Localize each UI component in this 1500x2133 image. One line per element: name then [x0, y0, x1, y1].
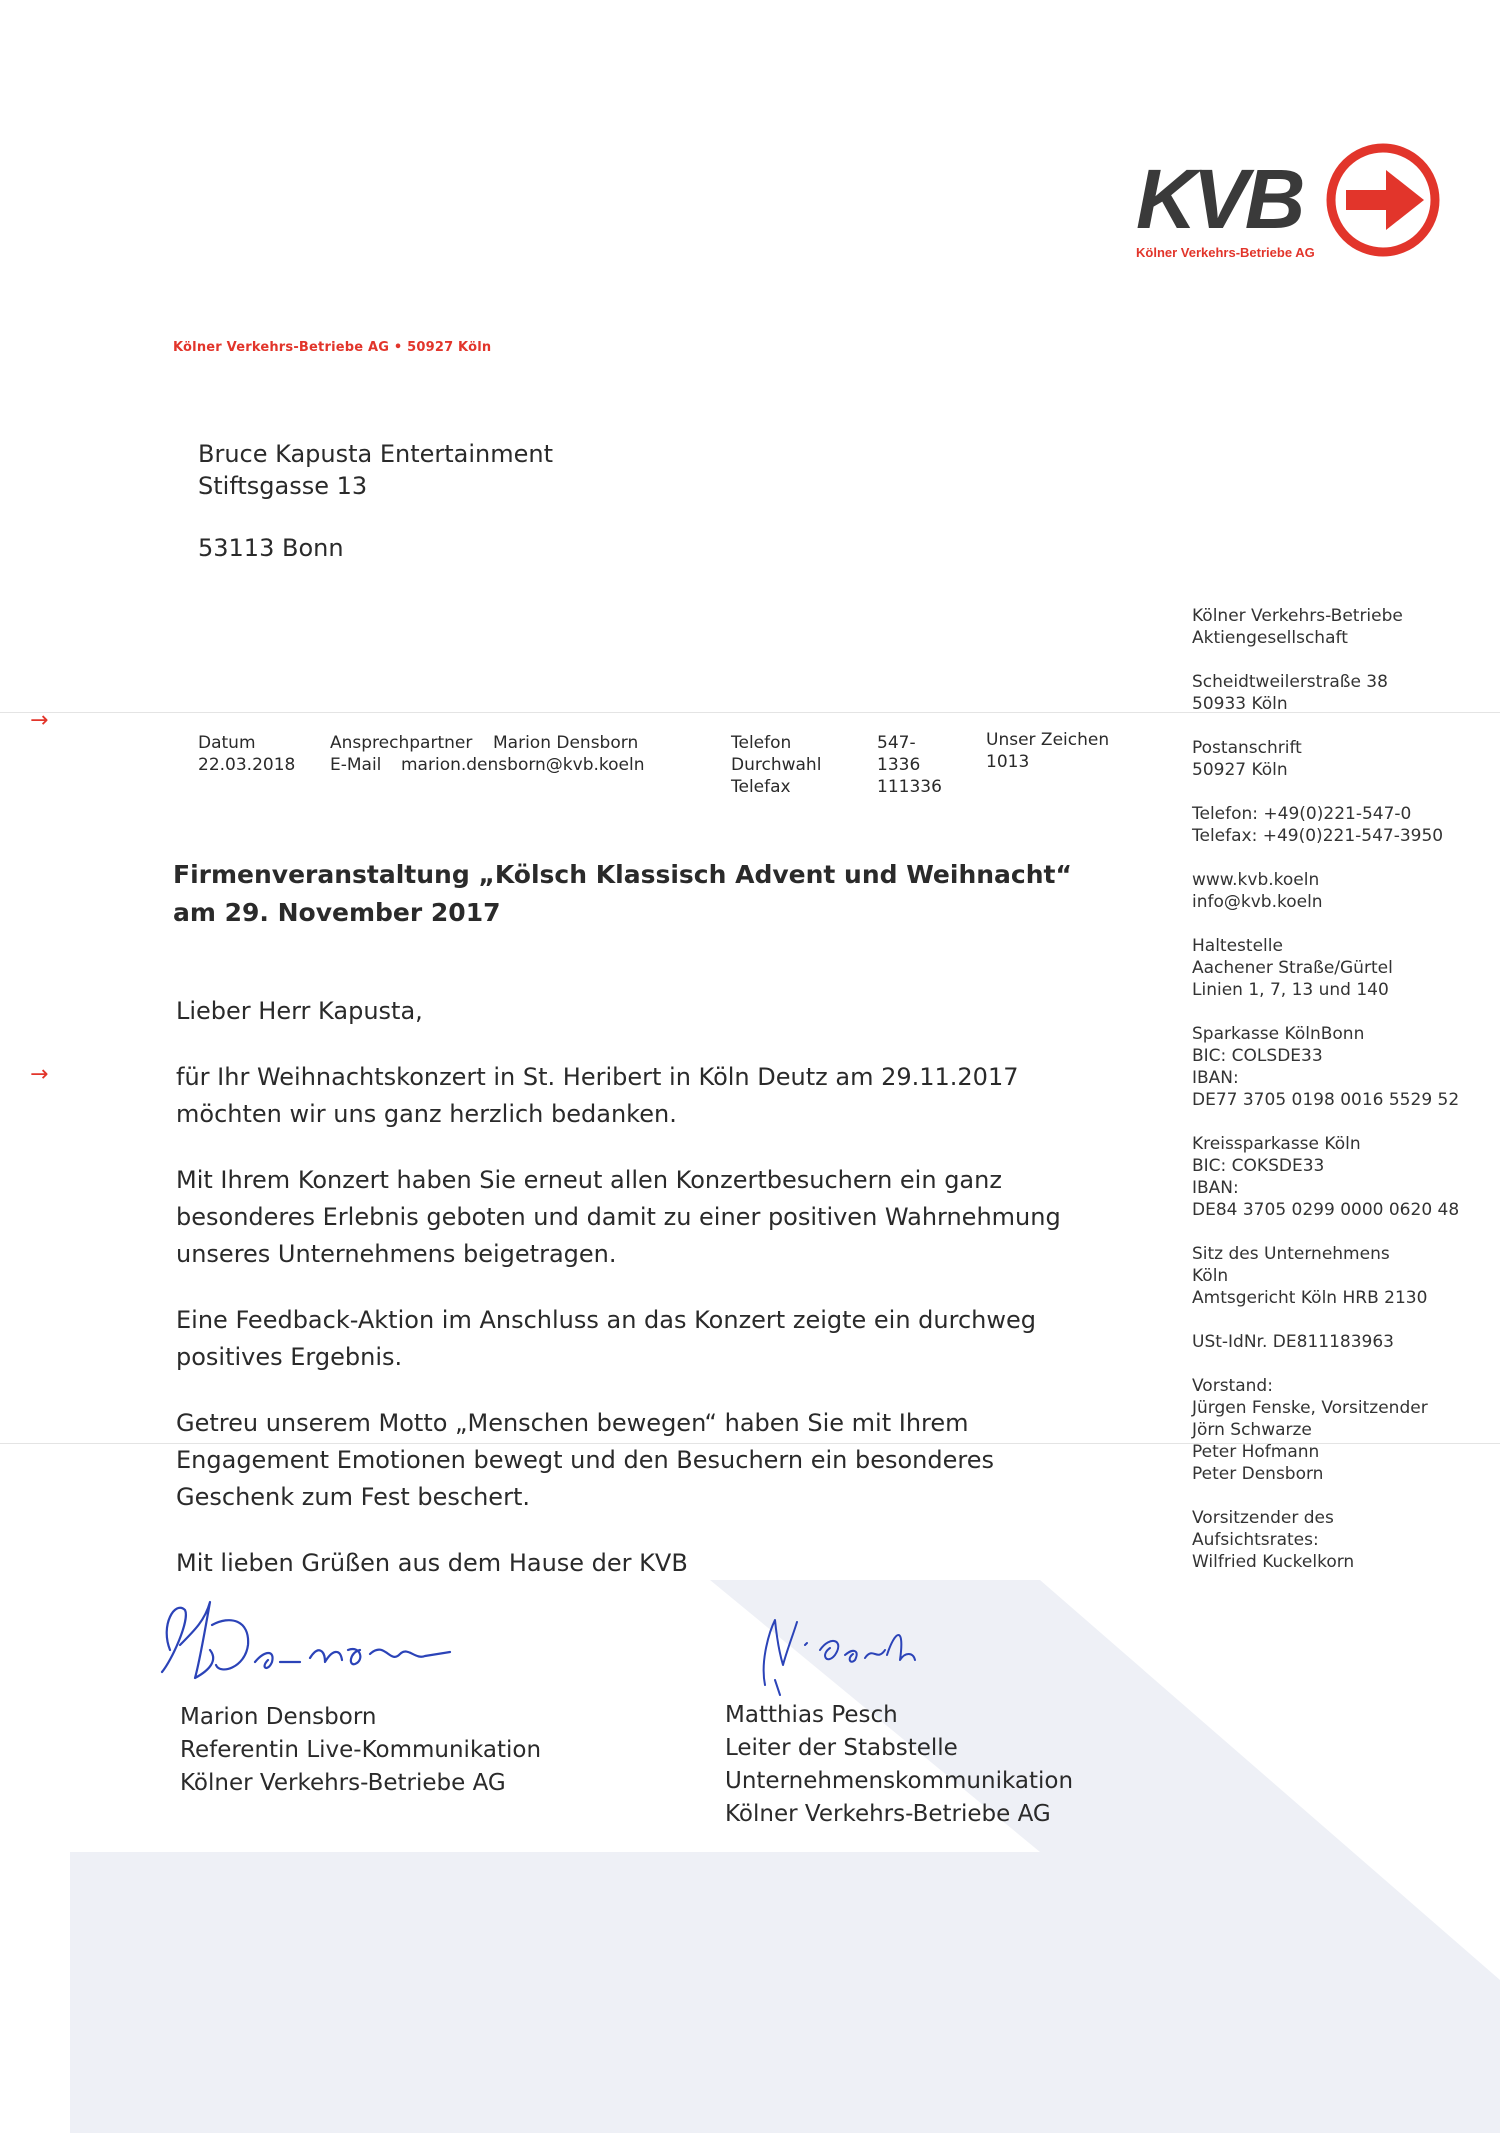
- sidebar-address: [1192, 671, 1459, 715]
- sidebar-text: Telefax: +49(0)221-547-3950: [1192, 826, 1444, 846]
- durchwahl-value: 1336: [877, 755, 921, 775]
- sidebar-text: Amtsgericht Köln HRB 2130: [1192, 1288, 1428, 1308]
- sidebar-text: Telefon: +49(0)221-547-0: [1192, 804, 1412, 824]
- signer-title: Leiter der Stabstelle: [725, 1735, 958, 1761]
- paragraph: [176, 1059, 1176, 1133]
- reference-label: Unser Zeichen: [986, 730, 1110, 750]
- contact-label: Ansprechpartner: [330, 733, 473, 753]
- info-email: [401, 754, 645, 776]
- sidebar-text: BIC: COKSDE33: [1192, 1156, 1325, 1176]
- svg-text:Kölner Verkehrs-Betriebe AG: Kölner Verkehrs-Betriebe AG: [1136, 245, 1315, 260]
- signature-pesch: [735, 1610, 935, 1700]
- email-label: E-Mail: [330, 755, 382, 775]
- signer-pesch: [725, 1699, 1073, 1831]
- sidebar-text: Peter Hofmann: [1192, 1442, 1320, 1462]
- paragraph: [176, 1162, 1176, 1273]
- sidebar-text: USt-IdNr. DE811183963: [1192, 1332, 1394, 1352]
- info-phone-labels: [731, 732, 821, 798]
- sidebar-text: Scheidtweilerstraße 38: [1192, 672, 1388, 692]
- sidebar-text: IBAN:: [1192, 1178, 1239, 1198]
- sidebar-text: Postanschrift: [1192, 738, 1302, 758]
- sidebar-text: Aufsichtsrates:: [1192, 1530, 1319, 1550]
- company-sidebar: [1192, 605, 1459, 1595]
- signer-title: Unternehmenskommunikation: [725, 1768, 1074, 1794]
- info-contact-values: [493, 732, 638, 754]
- sidebar-seat: [1192, 1243, 1459, 1309]
- sidebar-bank1: [1192, 1023, 1459, 1111]
- sidebar-text: Aachener Straße/Gürtel: [1192, 958, 1393, 978]
- date-label: Datum: [198, 733, 256, 753]
- signer-company: Kölner Verkehrs-Betriebe AG: [725, 1801, 1051, 1827]
- durchwahl-label: Durchwahl: [731, 755, 822, 775]
- sidebar-text: DE77 3705 0198 0016 5529 52: [1192, 1090, 1460, 1110]
- sidebar-text: 50927 Köln: [1192, 760, 1288, 780]
- sidebar-bank2: [1192, 1133, 1459, 1221]
- text-line: möchten wir uns ganz herzlich bedanken.: [176, 1100, 677, 1128]
- telefon-label: Telefon: [731, 733, 792, 753]
- sidebar-text: Kölner Verkehrs-Betriebe: [1192, 606, 1403, 626]
- info-date: [198, 732, 295, 776]
- sidebar-text: Kreissparkasse Köln: [1192, 1134, 1361, 1154]
- text-line: positives Ergebnis.: [176, 1343, 403, 1371]
- sidebar-text: Peter Densborn: [1192, 1464, 1324, 1484]
- sidebar-text: DE84 3705 0299 0000 0620 48: [1192, 1200, 1460, 1220]
- subject: [173, 856, 1072, 932]
- text-line: unseres Unternehmens beigetragen.: [176, 1240, 617, 1268]
- email-value: marion.densborn@kvb.koeln: [401, 755, 645, 775]
- text-line: besonderes Erlebnis geboten und damit zu einer positiven Wahrnehmung: [176, 1203, 1061, 1231]
- sidebar-text: Vorsitzender des: [1192, 1508, 1334, 1528]
- sidebar-text: 50933 Köln: [1192, 694, 1288, 714]
- recipient-name: Bruce Kapusta Entertainment: [198, 440, 554, 468]
- contact-value: Marion Densborn: [493, 733, 639, 753]
- signer-name: Matthias Pesch: [725, 1702, 898, 1728]
- sidebar-chair: [1192, 1507, 1459, 1573]
- sidebar-vat: [1192, 1331, 1459, 1353]
- fold-mark-arrow: →: [30, 1062, 49, 1087]
- signer-company: Kölner Verkehrs-Betriebe AG: [180, 1770, 506, 1796]
- sidebar-text: IBAN:: [1192, 1068, 1239, 1088]
- date-value: 22.03.2018: [198, 755, 296, 775]
- telefon-value: 547-: [877, 733, 916, 753]
- info-reference: [986, 729, 1109, 773]
- sidebar-text: www.kvb.koeln: [1192, 870, 1320, 890]
- sidebar-text: Wilfried Kuckelkorn: [1192, 1552, 1355, 1572]
- letter-body: [176, 993, 1176, 1611]
- sidebar-board: [1192, 1375, 1459, 1485]
- salutation: Lieber Herr Kapusta,: [176, 997, 423, 1025]
- kvb-logo: [1134, 142, 1444, 272]
- signature-densborn: [150, 1590, 470, 1690]
- text-line: Geschenk zum Fest beschert.: [176, 1483, 530, 1511]
- sidebar-company: [1192, 605, 1459, 649]
- sidebar-text: Sparkasse KölnBonn: [1192, 1024, 1365, 1044]
- text-line: Getreu unserem Motto „Menschen bewegen“ haben Sie mit Ihrem: [176, 1409, 969, 1437]
- text-line: für Ihr Weihnachtskonzert in St. Heribert in Köln Deutz am 29.11.2017: [176, 1063, 1019, 1091]
- sidebar-text: Linien 1, 7, 13 und 140: [1192, 980, 1389, 1000]
- sidebar-text: Köln: [1192, 1266, 1229, 1286]
- sidebar-stop: [1192, 935, 1459, 1001]
- info-phone-values: [877, 732, 942, 798]
- sidebar-postal: [1192, 737, 1459, 781]
- sidebar-text: BIC: COLSDE33: [1192, 1046, 1323, 1066]
- sidebar-text: info@kvb.koeln: [1192, 892, 1323, 912]
- recipient-city: 53113 Bonn: [198, 534, 344, 562]
- telefax-label: Telefax: [731, 777, 791, 797]
- signer-densborn: [180, 1701, 541, 1800]
- sidebar-text: Jürgen Fenske, Vorsitzender: [1192, 1398, 1428, 1418]
- telefax-value: 111336: [877, 777, 942, 797]
- svg-text:KVB: KVB: [1136, 152, 1302, 246]
- sidebar-text: Aktiengesellschaft: [1192, 628, 1348, 648]
- signer-title: Referentin Live-Kommunikation: [180, 1737, 542, 1763]
- recipient-street: Stiftsgasse 13: [198, 472, 368, 500]
- text-line: Mit Ihrem Konzert haben Sie erneut allen Konzertbesuchern ein ganz: [176, 1166, 1002, 1194]
- text-line: Engagement Emotionen bewegt und den Besuchern ein besonderes: [176, 1446, 994, 1474]
- recipient-address: [198, 438, 553, 564]
- paragraph: [176, 1302, 1176, 1376]
- sidebar-phone: [1192, 803, 1459, 847]
- closing: Mit lieben Grüßen aus dem Hause der KVB: [176, 1549, 688, 1577]
- text-line: Eine Feedback-Aktion im Anschluss an das Konzert zeigte ein durchweg: [176, 1306, 1037, 1334]
- arrow-circle-icon: [1331, 148, 1435, 252]
- sidebar-text: Sitz des Unternehmens: [1192, 1244, 1390, 1264]
- sidebar-text: Jörn Schwarze: [1192, 1420, 1312, 1440]
- subject-line: Firmenveranstaltung „Kölsch Klassisch Advent und Weihnacht“: [173, 860, 1072, 889]
- sender-line: Kölner Verkehrs-Betriebe AG • 50927 Köln: [173, 340, 492, 355]
- subject-line: am 29. November 2017: [173, 898, 501, 927]
- sidebar-text: Haltestelle: [1192, 936, 1283, 956]
- reference-value: 1013: [986, 752, 1030, 772]
- signer-name: Marion Densborn: [180, 1704, 377, 1730]
- sidebar-web: [1192, 869, 1459, 913]
- sidebar-text: Vorstand:: [1192, 1376, 1273, 1396]
- fold-mark-arrow: →: [30, 708, 49, 733]
- paragraph: [176, 1405, 1176, 1516]
